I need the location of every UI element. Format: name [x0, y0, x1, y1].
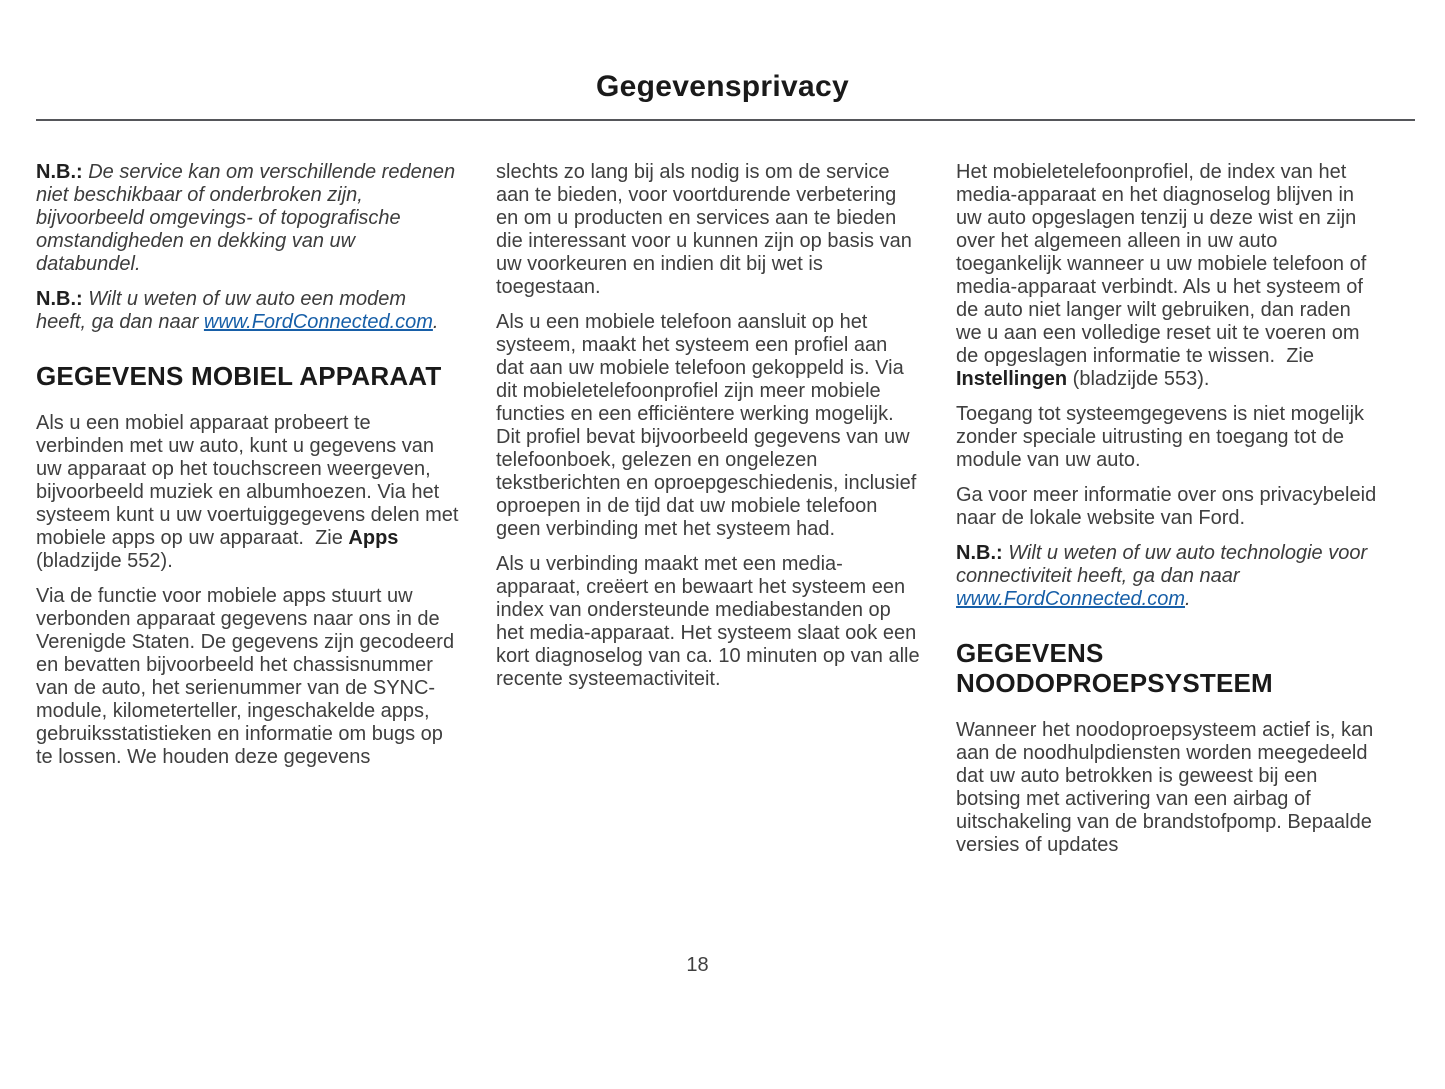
body-paragraph: Wanneer het noodoproepsysteem actief is, kan aan de noodhulpdiensten worden meegedeeld dat uw auto betrokken is geweest bij een botsing met activering van een airbag of uitschakeling van de brandstofpomp. Bepaalde versies of updates [956, 719, 1374, 856]
section-heading-emergency-call-data: GEGEVENS NOODOPROEPSYSTEEM [956, 638, 1273, 698]
paragraph-text: Als u een mobiel apparaat probeert te verbinden met uw auto, kunt u gegevens van uw apparaat op het touchscreen weergeven, bijvoorbeeld muziek en albumhoezen. Via het systeem kunt u uw voertuiggegevens delen met mobiele apps op uw apparaat. Zie [36, 412, 459, 549]
body-paragraph: Als u verbinding maakt met een media-apparaat, creëert en bewaart het systeem een index van ondersteunde mediabestanden op het media-apparaat. Het systeem slaat ook een kort diagnoselog van ca. 10 minuten op van alle recente systeemactiviteit. [496, 553, 920, 690]
settings-reference: Instellingen [956, 368, 1068, 390]
column-right [956, 161, 1380, 869]
note-label: N.B.: [36, 288, 83, 310]
apps-reference: Apps [348, 527, 399, 549]
column-left [36, 161, 460, 869]
body-paragraph: Toegang tot systeemgegevens is niet mogelijk zonder speciale uitrusting en toegang tot de module van uw auto. [956, 403, 1365, 471]
body-paragraph: slechts zo lang bij als nodig is om de service aan te bieden, voor voortdurende verbetering en om u producten en services aan te bieden die interessant voor u kunnen zijn op basis van uw voorkeuren en indien dit bij wet is toegestaan. [496, 161, 912, 298]
body-paragraph [36, 412, 460, 573]
note-paragraph [36, 161, 460, 276]
body-paragraph: Als u een mobiele telefoon aansluit op het systeem, maakt het systeem een profiel aan dat aan uw mobiele telefoon gekoppeld is. Via dit mobieletelefoonprofiel zijn meer mobiele functies en een efficiëntere werking mogelijk. Dit profiel bevat bijvoorbeeld gegevens van uw telefoonboek, gelezen en ongelezen tekstberichten en oproepgeschiedenis, inclusief oproepen in de tijd dat uw mobiele telefoon geen verbinding met het systeem had. [496, 311, 917, 540]
content-columns [30, 121, 1415, 869]
fordconnected-link[interactable]: www.FordConnected.com [203, 311, 433, 333]
note-text: Wilt u weten of uw auto technologie voor connectiviteit heeft, ga dan naar [956, 542, 1368, 587]
note-paragraph [36, 288, 460, 334]
note-text: De service kan om verschillende redenen niet beschikbaar of onderbroken zijn, bijvoorbeeld omgevings- of topografische omstandigheden en dekking van uw databundel. [36, 161, 456, 275]
note-label: N.B.: [36, 161, 83, 183]
note-label: N.B.: [956, 542, 1003, 564]
section-heading-mobile-device-data: GEGEVENS MOBIEL APPARAAT [36, 361, 442, 391]
paragraph-text: (bladzijde 553). [1067, 368, 1210, 390]
note-suffix: . [1184, 588, 1191, 610]
paragraph-text: Het mobieletelefoonprofiel, de index van het media-apparaat en het diagnoselog blijven in uw auto opgeslagen tenzij u deze wist en zijn over het algemeen alleen in uw auto toegankelijk wanneer u uw mobiele telefoon of media-apparaat verbindt. Als u het systeem of de auto niet langer wilt gebruiken, dan raden we u aan een volledige reset uit te voeren om de opgeslagen informatie te wissen. Zie [956, 161, 1367, 367]
note-text: Wilt u weten of uw auto een modem heeft, ga dan naar [36, 288, 406, 333]
note-paragraph [956, 542, 1380, 611]
body-paragraph: Ga voor meer informatie over ons privacybeleid naar de lokale website van Ford. [956, 484, 1377, 529]
page-title: Gegevensprivacy [596, 70, 849, 103]
note-suffix: . [432, 311, 439, 333]
body-paragraph [956, 161, 1380, 391]
page-number: 18 [686, 954, 709, 976]
fordconnected-link[interactable]: www.FordConnected.com [956, 588, 1185, 610]
paragraph-text: (bladzijde 552). [36, 550, 173, 572]
manual-page [0, 70, 1445, 976]
body-paragraph: Via de functie voor mobiele apps stuurt uw verbonden apparaat gegevens naar ons in de Verenigde Staten. De gegevens zijn gecodeerd en bevatten bijvoorbeeld het chassisnummer van de auto, het serienummer van de SYNC-module, kilometerteller, ingeschakelde apps, gebruiksstatistieken en informatie om bugs op te lossen. We houden deze gegevens [36, 585, 455, 768]
column-middle [496, 161, 920, 869]
